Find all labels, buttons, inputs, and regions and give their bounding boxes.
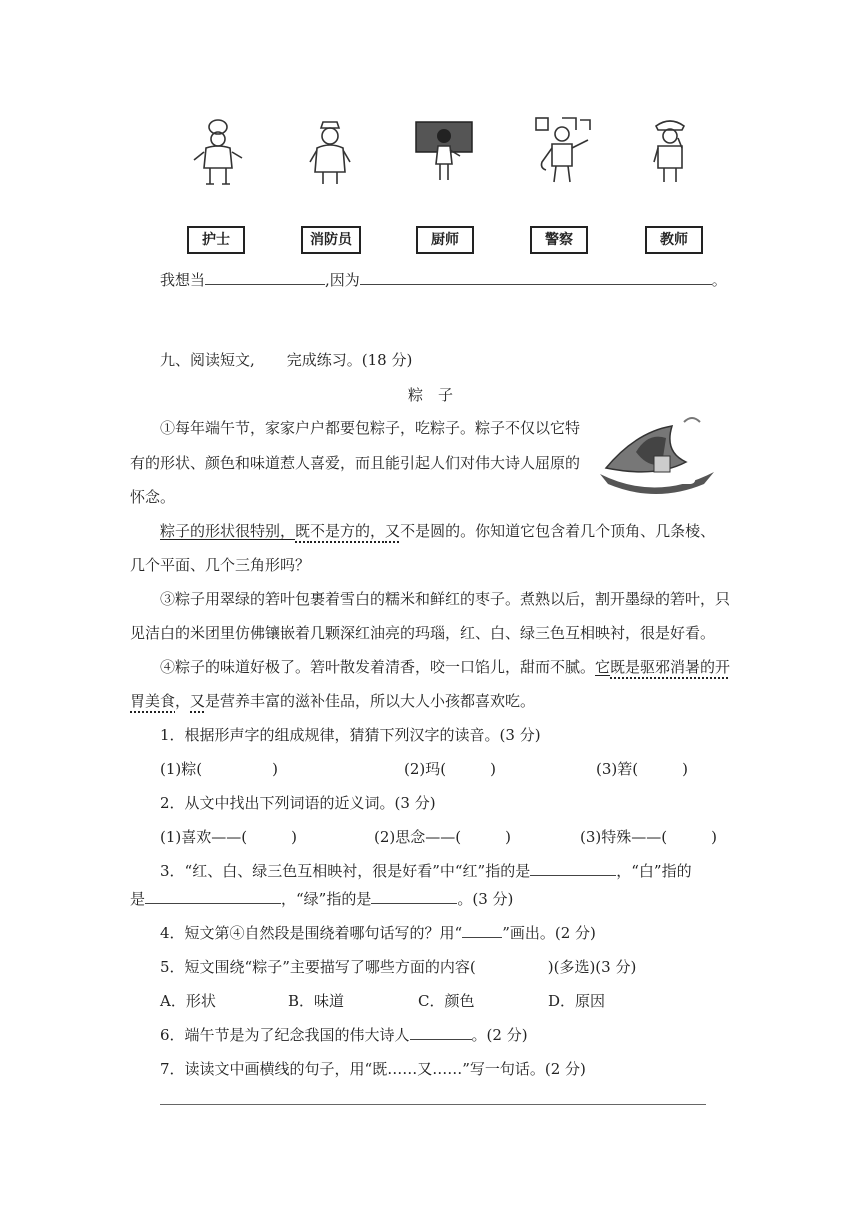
wish-blank-job[interactable] xyxy=(205,270,325,285)
para4-dotted-you: 又 xyxy=(190,692,206,710)
svg-text:B: B xyxy=(680,465,697,490)
para4-dotted-1: 既是驱邪消暑的开 xyxy=(610,658,731,676)
para3-line1: ③粽子用翠绿的箬叶包裹着雪白的糯米和鲜红的枣子。煮熟以后，割开墨绿的箬叶，只 xyxy=(160,590,731,608)
q4-underline-sample xyxy=(462,923,502,938)
question-5 xyxy=(160,957,636,977)
para4-line1 xyxy=(160,657,730,677)
wish-sentence xyxy=(160,270,727,290)
q3-text-a: 3．“红、白、绿三色互相映衬，很是好看”中“红”指的是 xyxy=(160,862,531,880)
wish-prefix: 我想当 xyxy=(160,271,206,289)
section-title-part2: 完成练习。(18 分) xyxy=(286,351,413,369)
question-1: 1．根据形声字的组成规律，猜猜下列汉字的读音。(3 分) xyxy=(160,726,541,744)
q2-c-close: ) xyxy=(711,828,717,846)
para1-line3: 怀念。 xyxy=(130,488,176,506)
para4-pre: ④粽子的味道好极了。箬叶散发着清香，咬一口馅儿，甜而不腻。 xyxy=(160,658,596,676)
zongzi-illustration-icon xyxy=(596,412,718,498)
q2-b-label: (2)思念——( xyxy=(374,828,462,846)
section-title xyxy=(160,350,412,370)
para2-rest: 不是圆的。你知道它包含着几个顶角、几条棱、 xyxy=(400,522,716,540)
q6-blank-poet[interactable] xyxy=(410,1025,472,1040)
dotted-word-you: 又 xyxy=(385,522,401,540)
para2-line2: 几个平面、几个三角形吗？ xyxy=(130,556,311,574)
q4-text-a: 4．短文第④自然段是围绕着哪句话写的？用“ xyxy=(160,924,463,942)
q3-blank-red[interactable] xyxy=(530,861,616,876)
underlined-sentence: 粽子的形状很特别， xyxy=(160,522,296,540)
dotted-phrase-1: 不是方的， xyxy=(310,522,386,540)
q2-item-a xyxy=(160,827,297,847)
q2-item-b xyxy=(374,827,511,847)
q5-option-d[interactable]: D．原因 xyxy=(548,992,606,1010)
nurse-figure-icon xyxy=(305,118,355,188)
firefighter-figure-icon xyxy=(532,116,594,186)
q1-item-c xyxy=(596,759,688,779)
q2-c-label: (3)特殊——( xyxy=(580,828,668,846)
q2-b-close: ) xyxy=(505,828,511,846)
q1-item-b xyxy=(404,759,496,779)
q7-answer-line[interactable] xyxy=(160,1104,706,1105)
q3-blank-white[interactable] xyxy=(145,889,281,904)
para1-line2: 有的形状、颜色和味道惹人喜爱，而且能引起人们对伟大诗人屈原的 xyxy=(130,454,581,472)
question-6 xyxy=(160,1025,528,1045)
para4-dotted-2: 胃美食 xyxy=(130,692,176,710)
para3-line2: 见洁白的米团里仿佛镶嵌着几颗深红油亮的玛瑙，红、白、绿三色互相映衬，很是好看。 xyxy=(130,624,716,642)
question-3-line2 xyxy=(130,889,513,909)
q5-text-a: 5．短文围绕“粽子”主要描写了哪些方面的内容( xyxy=(160,958,476,976)
q1-a-label: (1)粽( xyxy=(160,760,203,778)
q1-item-a xyxy=(160,759,278,779)
q3-text-c: 是 xyxy=(130,890,146,908)
q3-text-d: ，“绿”指的是 xyxy=(281,890,372,908)
q4-text-b: ”画出。(2 分) xyxy=(502,924,596,942)
para4-underlined-it: 它 xyxy=(595,658,611,676)
question-3-line1 xyxy=(160,861,692,881)
job-label-firefighter: 消防员 xyxy=(301,226,361,254)
q1-c-close: ) xyxy=(682,760,688,778)
q2-a-label: (1)喜欢——( xyxy=(160,828,248,846)
q1-c-label: (3)箬( xyxy=(596,760,639,778)
para1-line1: ①每年端午节，家家户户都要包粽子，吃粽子。粽子不仅以它特 xyxy=(160,419,581,437)
question-2: 2．从文中找出下列词语的近义词。(3 分) xyxy=(160,794,436,812)
job-label-teacher: 教师 xyxy=(645,226,703,254)
q5-option-b[interactable]: B．味道 xyxy=(288,992,345,1010)
wish-end: 。 xyxy=(711,271,727,289)
passage-title: 粽 子 xyxy=(408,386,454,404)
question-4 xyxy=(160,923,596,943)
para4-comma: ， xyxy=(175,692,191,710)
job-label-nurse: 护士 xyxy=(187,226,245,254)
q3-blank-green[interactable] xyxy=(371,889,457,904)
job-label-police: 警察 xyxy=(530,226,588,254)
q2-a-close: ) xyxy=(291,828,297,846)
q1-b-label: (2)玛( xyxy=(404,760,447,778)
question-7: 7．读读文中画横线的句子，用“既……又……”写一句话。(2 分) xyxy=(160,1060,586,1078)
teacher-at-board-icon xyxy=(414,120,474,184)
q1-a-close: ) xyxy=(272,760,278,778)
job-label-chef: 厨师 xyxy=(416,226,474,254)
para4-line2 xyxy=(130,691,535,711)
dotted-word-ji: 既 xyxy=(295,522,311,540)
para4-rest: 是营养丰富的滋补佳品，所以大人小孩都喜欢吃。 xyxy=(205,692,536,710)
chef-figure-icon xyxy=(190,118,246,188)
q5-option-c[interactable]: C．颜色 xyxy=(418,992,475,1010)
section-title-part1: 九、阅读短文, xyxy=(160,351,255,369)
q5-option-a[interactable]: A．形状 xyxy=(160,992,216,1010)
wish-middle: ,因为 xyxy=(325,271,360,289)
q3-text-e: 。(3 分) xyxy=(457,890,514,908)
q3-text-b: ，“白”指的 xyxy=(616,862,692,880)
q6-text-a: 6．端午节是为了纪念我国的伟大诗人 xyxy=(160,1026,410,1044)
q2-item-c xyxy=(580,827,717,847)
police-figure-icon xyxy=(648,116,692,186)
wish-blank-reason[interactable] xyxy=(360,270,712,285)
para2-line1 xyxy=(160,521,715,541)
q6-text-b: 。(2 分) xyxy=(471,1026,528,1044)
q1-b-close: ) xyxy=(490,760,496,778)
q5-text-b: )(多选)(3 分) xyxy=(547,958,637,976)
